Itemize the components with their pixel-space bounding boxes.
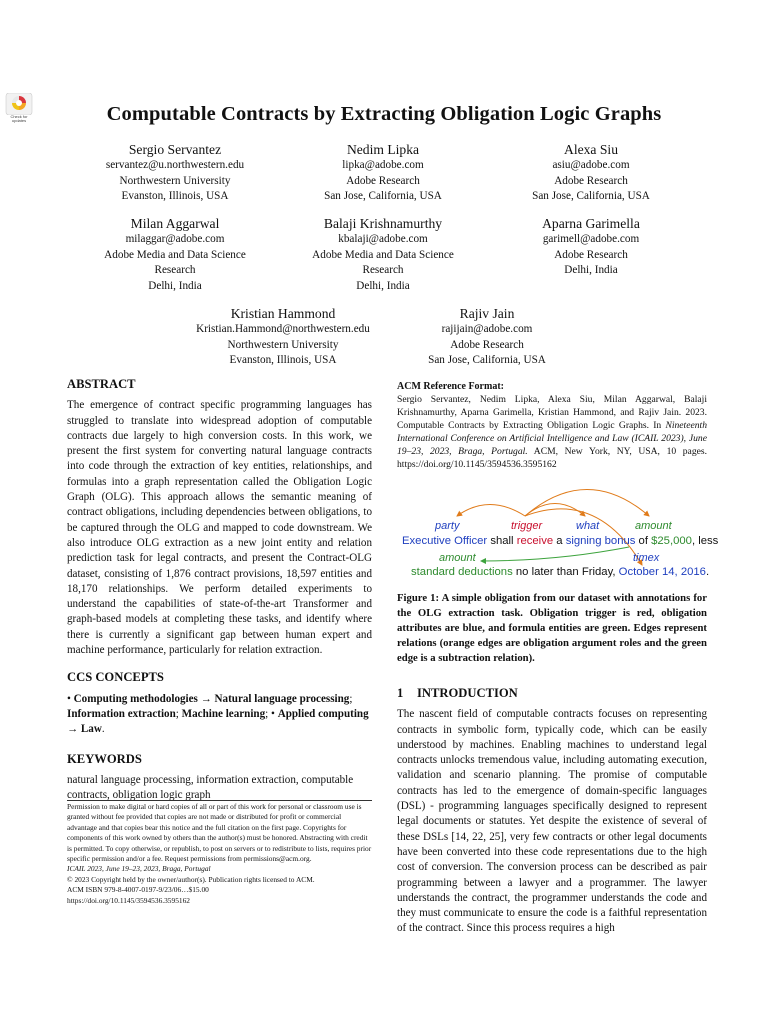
author-name: Milan Aggarwal bbox=[130, 216, 220, 231]
author-email: milaggar@adobe.com bbox=[125, 233, 225, 245]
author-email: servantez@u.northwestern.edu bbox=[105, 159, 245, 171]
label-amount-bottom: amount bbox=[439, 552, 476, 564]
abstract-text: The emergence of contract specific programming languages has struggled to translate into widespread adoption of computable contracts due largely to high conversion costs. In this work, we present the first system for converting natural language contracts into code through the extraction of key entities, relationships, and formulas into a graph representation called the Obligation Logic Graph (OLG). This approach allows the semantic meaning of contract obligations, including dependencies between obligations, to be captured through the OLG and mapped to code downstream. We also introduce OLG extraction as a new joint entity and relation prediction task for legal contracts, and present the Contract-OLG dataset, consisting of 1,876 contract provisions, 18,597 entities and 18,170 relationships. We perform detailed experiments to understand the capabilities of state-of-the-art Transformer and graph-based models at completing these tasks, and identify where there is currently a significant gap between human expert and machine performance, particularly for relation extraction. bbox=[67, 399, 372, 657]
author-location: San Jose, California, USA bbox=[324, 190, 442, 202]
introduction-heading: 1 INTRODUCTION bbox=[397, 686, 518, 700]
author-block bbox=[382, 305, 592, 369]
label-timex: timex bbox=[633, 552, 660, 564]
author-location: Delhi, India bbox=[564, 264, 618, 276]
author-affiliation: Northwestern University bbox=[227, 338, 339, 351]
author-location: Delhi, India bbox=[356, 279, 410, 292]
ccs-heading: CCS CONCEPTS bbox=[67, 670, 164, 685]
author-affiliation: Adobe Media and Data Science bbox=[312, 248, 454, 261]
author-affiliation: Adobe Research bbox=[346, 174, 420, 187]
author-location: San Jose, California, USA bbox=[428, 354, 546, 366]
author-location: Evanston, Illinois, USA bbox=[229, 354, 337, 366]
author-name: Balaji Krishnamurthy bbox=[323, 216, 443, 231]
author-location: Evanston, Illinois, USA bbox=[121, 190, 229, 202]
author-block bbox=[70, 215, 280, 294]
figure-1-caption: Figure 1: A simple obligation from our dataset with annotations for the OLG extraction task. Obligation trigger is red, obligation attributes are blue, and formula entities are green. Edges represent relations (orange edges are obligation argument roles and the green edge is a subtraction relation). bbox=[397, 592, 707, 664]
doi-link[interactable]: https://doi.org/10.1145/3594536.3595162 bbox=[67, 895, 190, 905]
acm-reference-heading: ACM Reference Format: bbox=[397, 381, 504, 392]
acm-reference-text: Sergio Servantez, Nedim Lipka, Alexa Siu, Milan Aggarwal, Balaji Krishnamurthy, Aparna Garimella, Kristian Hammond, and Rajiv Jain. 2023. Computable Contracts by Extracting Obligation Logic Graphs. In Nineteenth International Conference on Artificial Intelligence and Law (ICAIL 2023), June 19–23, 2023, Braga, Portugal. ACM, New York, NY, USA, 10 pages. https://doi.org/10.1145/3594536.3595162 bbox=[397, 394, 708, 470]
author-name: Alexa Siu bbox=[564, 142, 618, 157]
keywords-heading: KEYWORDS bbox=[67, 751, 142, 766]
author-email: Kristian.Hammond@northwestern.edu bbox=[196, 323, 370, 335]
author-affiliation: Research bbox=[362, 264, 404, 276]
edge-trigger-party bbox=[457, 505, 525, 517]
author-block bbox=[486, 141, 696, 205]
badge-label: Check for updates bbox=[10, 114, 28, 123]
author-name: Aparna Garimella bbox=[542, 216, 640, 231]
author-block bbox=[70, 141, 280, 205]
label-amount-top: amount bbox=[635, 520, 672, 532]
author-block bbox=[278, 141, 488, 205]
author-affiliation: Adobe Research bbox=[450, 338, 524, 351]
author-email: asiu@adobe.com bbox=[552, 159, 630, 171]
olg-diagram bbox=[397, 479, 719, 584]
isbn-line: ACM ISBN 979-8-4007-0197-9/23/06…$15.00 bbox=[67, 885, 209, 895]
author-block bbox=[486, 215, 696, 279]
author-location: Delhi, India bbox=[148, 279, 202, 292]
figure-line-1: Executive Officer shall receive a signing bonus of $25,000, less bbox=[402, 535, 719, 547]
author-affiliation: Research bbox=[154, 264, 196, 276]
author-email: kbalaji@adobe.com bbox=[338, 233, 428, 245]
permission-text: Permission to make digital or hard copies of all or part of this work for personal or classroom use is granted without fee provided that copies are not made or distributed for profit or commercial advantage and that copies bear this notice and the full citation on the first page. Copyrights for components of this work owned by others than the author(s) must be honored. Abstracting with credit is permitted. To copy otherwise, or republish, to post on servers or to redistribute to lists, requires prior specific permission and/or a fee. Request permissions from permissions@acm.org. bbox=[67, 802, 372, 864]
author-location: San Jose, California, USA bbox=[532, 190, 650, 202]
author-name: Rajiv Jain bbox=[459, 306, 515, 321]
author-block bbox=[178, 305, 388, 369]
copyright-line: © 2023 Copyright held by the owner/author(s). Publication rights licensed to ACM. bbox=[67, 874, 315, 884]
label-what: what bbox=[576, 520, 600, 532]
acm-reference bbox=[397, 380, 707, 471]
figure-1 bbox=[397, 479, 719, 584]
author-affiliation: Adobe Research bbox=[554, 174, 628, 187]
author-affiliation: Adobe Media and Data Science bbox=[104, 248, 246, 261]
venue-line: ICAIL 2023, June 19–23, 2023, Braga, Portugal bbox=[67, 864, 211, 874]
paper-title: Computable Contracts by Extracting Obligation Logic Graphs bbox=[106, 103, 662, 125]
keywords-text: natural language processing, information extraction, computable contracts, obligation logic graph bbox=[67, 773, 354, 802]
permission-footnote bbox=[67, 800, 372, 906]
edge-trigger-amount bbox=[525, 490, 649, 517]
figure-line-2: standard deductions no later than Friday, October 14, 2016. bbox=[411, 566, 710, 578]
ccs-text: • Computing methodologies → Natural language processing; Information extraction; Machine learning; • Applied computing → Law. bbox=[67, 692, 369, 736]
author-name: Nedim Lipka bbox=[346, 142, 420, 157]
author-email: lipka@adobe.com bbox=[342, 159, 424, 171]
author-email: garimell@adobe.com bbox=[542, 233, 640, 245]
author-block bbox=[278, 215, 488, 294]
author-name: Sergio Servantez bbox=[128, 142, 222, 157]
abstract-heading: ABSTRACT bbox=[67, 377, 136, 391]
author-affiliation: Adobe Research bbox=[554, 248, 628, 261]
label-trigger: trigger bbox=[511, 520, 543, 532]
label-party: party bbox=[435, 520, 460, 532]
introduction-section bbox=[397, 686, 707, 937]
author-affiliation: Northwestern University bbox=[119, 174, 231, 187]
edge-subtraction bbox=[481, 547, 629, 561]
author-name: Kristian Hammond bbox=[230, 306, 336, 321]
author-email: rajijain@adobe.com bbox=[441, 323, 533, 335]
edge-trigger-what bbox=[525, 504, 585, 517]
introduction-text: The nascent field of computable contracts focuses on representing contracts in symbolic form, typically code, which can be easily understood by machines. Enabling machines to understand legal contracts unlocks tremendous value, including automating execution, validation and scenario planning. The promise of computable contracts has led to the emergence of domain-specific languages (DSL) - programming languages specifically designed to represent legal documents or statutes. Yet despite the existence of several of these DSLs [14, 22, 25], very few contracts or other legal documents have been converted into these code representations due to the high cost of conversion. The conversion process can be described as pair programming between a lawyer and a programmer. The lawyer understands the contract, the programmer understands the code and they must communicate to ensure the code is a faithful representation of the contract. Since this process requires a high bbox=[397, 708, 707, 935]
left-column bbox=[67, 377, 372, 803]
